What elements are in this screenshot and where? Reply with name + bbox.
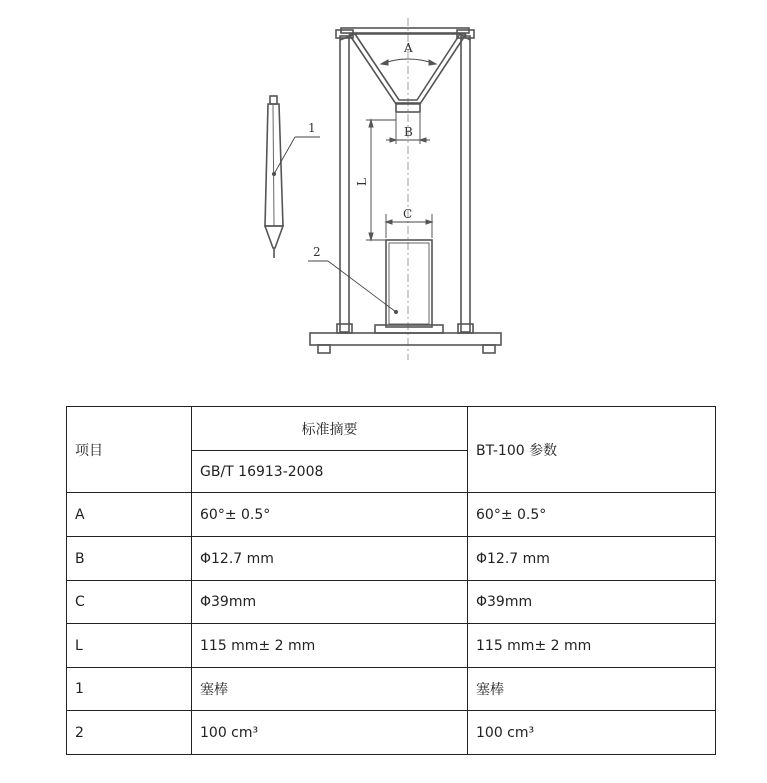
row-product: Φ39mm	[468, 581, 716, 624]
row-product: 塞棒	[468, 668, 716, 711]
row-item: 2	[67, 711, 192, 755]
label-l: L	[355, 178, 369, 186]
row-item: B	[67, 537, 192, 581]
row-product: Φ12.7 mm	[468, 537, 716, 581]
table-row	[67, 537, 716, 581]
left-column	[336, 30, 353, 333]
row-item: C	[67, 581, 192, 624]
label-2: 2	[313, 245, 321, 259]
row-standard: 115 mm± 2 mm	[192, 624, 468, 668]
base-plate	[310, 333, 501, 353]
header-standard-code: GB/T 16913-2008	[192, 451, 468, 493]
table-row	[67, 493, 716, 537]
measuring-cup	[375, 240, 443, 333]
cup-width-dimension	[386, 207, 432, 238]
row-product: 100 cm³	[468, 711, 716, 755]
row-item: A	[67, 493, 192, 537]
row-product: 60°± 0.5°	[468, 493, 716, 537]
top-bar	[341, 28, 469, 33]
label-b: B	[404, 125, 413, 139]
row-item: 1	[67, 668, 192, 711]
row-item: L	[67, 624, 192, 668]
row-standard: 100 cm³	[192, 711, 468, 755]
label-c: C	[403, 207, 413, 221]
row-standard: 60°± 0.5°	[192, 493, 468, 537]
right-column	[457, 30, 474, 333]
leader-2	[308, 245, 396, 312]
header-product: BT-100 参数	[468, 407, 716, 493]
row-standard: Φ12.7 mm	[192, 537, 468, 581]
header-item: 项目	[67, 407, 192, 493]
row-standard: Φ39mm	[192, 581, 468, 624]
table-row	[67, 668, 716, 711]
table-row	[67, 624, 716, 668]
row-product: 115 mm± 2 mm	[468, 624, 716, 668]
table-row	[67, 581, 716, 624]
label-a: A	[404, 41, 413, 55]
angle-dimension	[381, 41, 436, 65]
table-row	[67, 711, 716, 755]
row-standard: 塞棒	[192, 668, 468, 711]
header-standard-title: 标准摘要	[192, 407, 468, 451]
spec-table	[66, 406, 716, 755]
label-1: 1	[308, 121, 316, 135]
plug-rod	[265, 96, 283, 258]
